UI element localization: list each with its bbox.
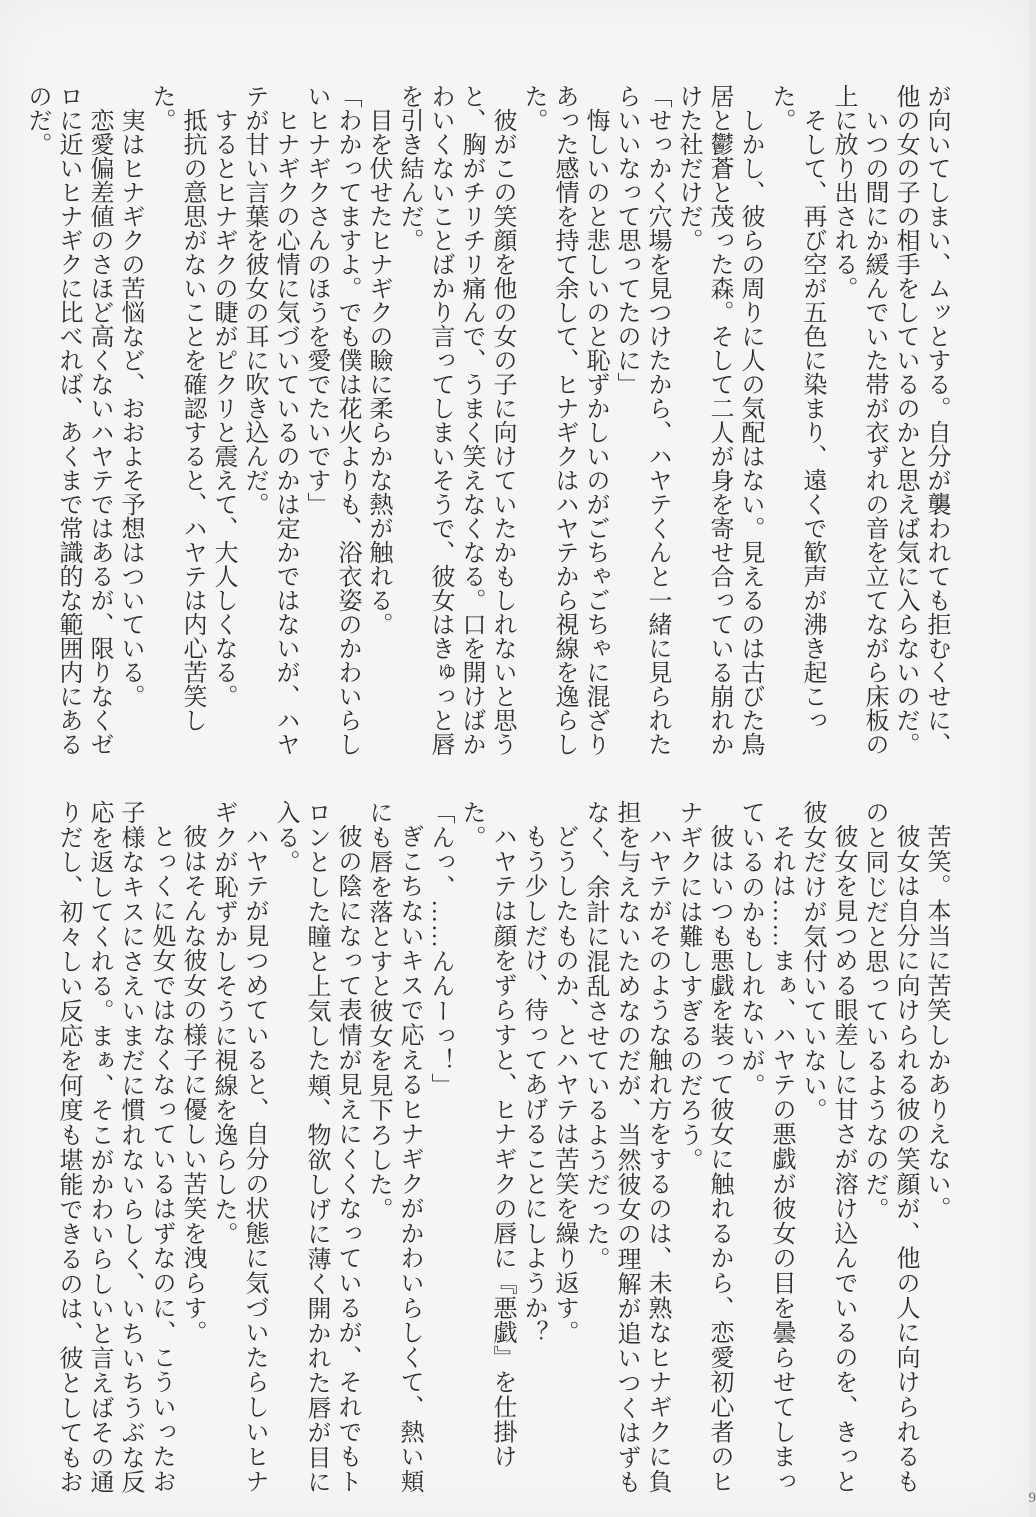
paragraph: 彼はそんな彼女の様子に優しい苦笑を洩らす。: [179, 824, 205, 1345]
paragraph: どうしたものか、とハヤテは苦笑を繰り返す。: [551, 824, 577, 1345]
paragraph: 実はヒナギクの苦悩など、おおよそ予想はついている。: [117, 108, 143, 708]
paragraph: 目を伏せたヒナギクの瞼に柔らかな熱が触れる。: [365, 108, 391, 636]
paragraph: 彼女は自分に向けられる彼の笑顔が、他の人に向けられるものと同じだと思っているようなのだ。: [861, 800, 918, 1494]
paragraph: ヒナギクの心情に気づいているのかは定かではないが、ハヤテが甘い言葉を彼女の耳に吹き込んだ。: [241, 84, 298, 756]
paragraph: もう少しだけ、待ってあげることにしようか？: [520, 824, 546, 1345]
paragraph: そして、再び空が五色に染まり、遠くで歓声が沸き起こった。: [768, 84, 825, 732]
paragraph: 彼の陰になって表情が見えにくくなっているが、それでもトロンとした瞳と上気した頬、物欲しげに薄く開かれた唇が目に入る。: [272, 800, 360, 1495]
page-number-partial: 9: [1028, 1490, 1036, 1506]
paragraph: 抵抗の意思がないことを確認すると、ハヤテは内心苦笑した。: [148, 84, 205, 732]
paragraph: 悔しいのと悲しいのと恥ずかしいのがごちゃごちゃに混ざりあった感情を持て余して、ヒナギクはハヤテから視線を逸らした。: [520, 84, 608, 756]
paragraph: しかし、彼らの周りに人の気配はない。見えるのは古びた鳥居と鬱蒼と茂った森。そして二人が身を寄せ合っている崩れかけた社だけだ。: [675, 84, 763, 756]
paragraph: するとヒナギクの睫がピクリと震えて、大人しくなる。: [210, 108, 236, 708]
paragraph: 恋愛偏差値のさほど高くないハヤテではあるが、限りなくゼロに近いヒナギクに比べれば、あくまで常識的な範囲内にあるのだ。: [24, 84, 112, 756]
paragraph: それは……まぁ、ハヤテの悪戯が彼女の目を曇らせてしまっているのかもしれないが。: [737, 800, 794, 1494]
text-block-bottom: [52, 800, 951, 1496]
paragraph: 彼がこの笑顔を他の女の子に向けていたかもしれないと思うと、胸がチリチリ痛んで、うまく笑えなくなる。口を開けばかわいくないことばかり言ってしまいそうで、彼女はきゅっと唇を引き結んだ。: [396, 84, 515, 756]
paragraph: ハヤテがそのような触れ方をするのは、未熟なヒナギクに負担を与えないためなのだが、当然彼女の理解が追いつくはずもなく、余計に混乱させているようだった。: [582, 800, 670, 1495]
paragraph: ぎこちないキスで応えるヒナギクがかわいらしくて、熱い頬にも唇を落とすと彼女を見下ろした。: [365, 800, 422, 1494]
paragraph: 「せっかく穴場を見つけたから、ハヤテくんと一緒に見られたらいいなって思ってたのに」: [613, 84, 670, 756]
paragraph: ハヤテは顔をずらすと、ヒナギクの唇に『悪戯』を仕掛けた。: [458, 800, 515, 1469]
paragraph: 「わかってますよ。でも僕は花火よりも、浴衣姿のかわいらしいヒナギクさんのほうを愛でたいです」: [303, 84, 360, 756]
text-block-top: [21, 84, 951, 758]
paragraph: 苦笑。本当に苦笑しかありえない。: [923, 824, 949, 1221]
paragraph: ハヤテが見つめていると、自分の状態に気づいたらしいヒナギクが恥ずかしそうに視線を逸らした。: [210, 800, 267, 1494]
paragraph: が向いてしまい、ムッとする。自分が襲われても拒むくせに、他の女の子の相手をしているのかと思えば気に入らないのだ。: [892, 84, 949, 756]
paragraph: とっくに処女ではなくなっているはずなのに、こういったお子様なキスにさえいまだに慣れないらしく、いちいちうぶな反応を返してくれる。まぁ、そこがかわいらしいと言えばその通りだし、初々しい反応を何度も堪能できるのは、彼としてもお: [55, 800, 174, 1495]
paragraph: 彼はいつも悪戯を装って彼女に触れるから、恋愛初心者のヒナギクには難しすぎるのだろう。: [675, 800, 732, 1494]
paragraph: 「んっ、……んんーっ！」: [427, 800, 453, 1098]
paragraph: いつの間にか緩んでいた帯が衣ずれの音を立てながら床板の上に放り出される。: [830, 84, 887, 756]
paragraph: 彼女を見つめる眼差しに甘さが溶け込んでいるのを、きっと彼女だけが気付いていない。: [799, 800, 856, 1494]
